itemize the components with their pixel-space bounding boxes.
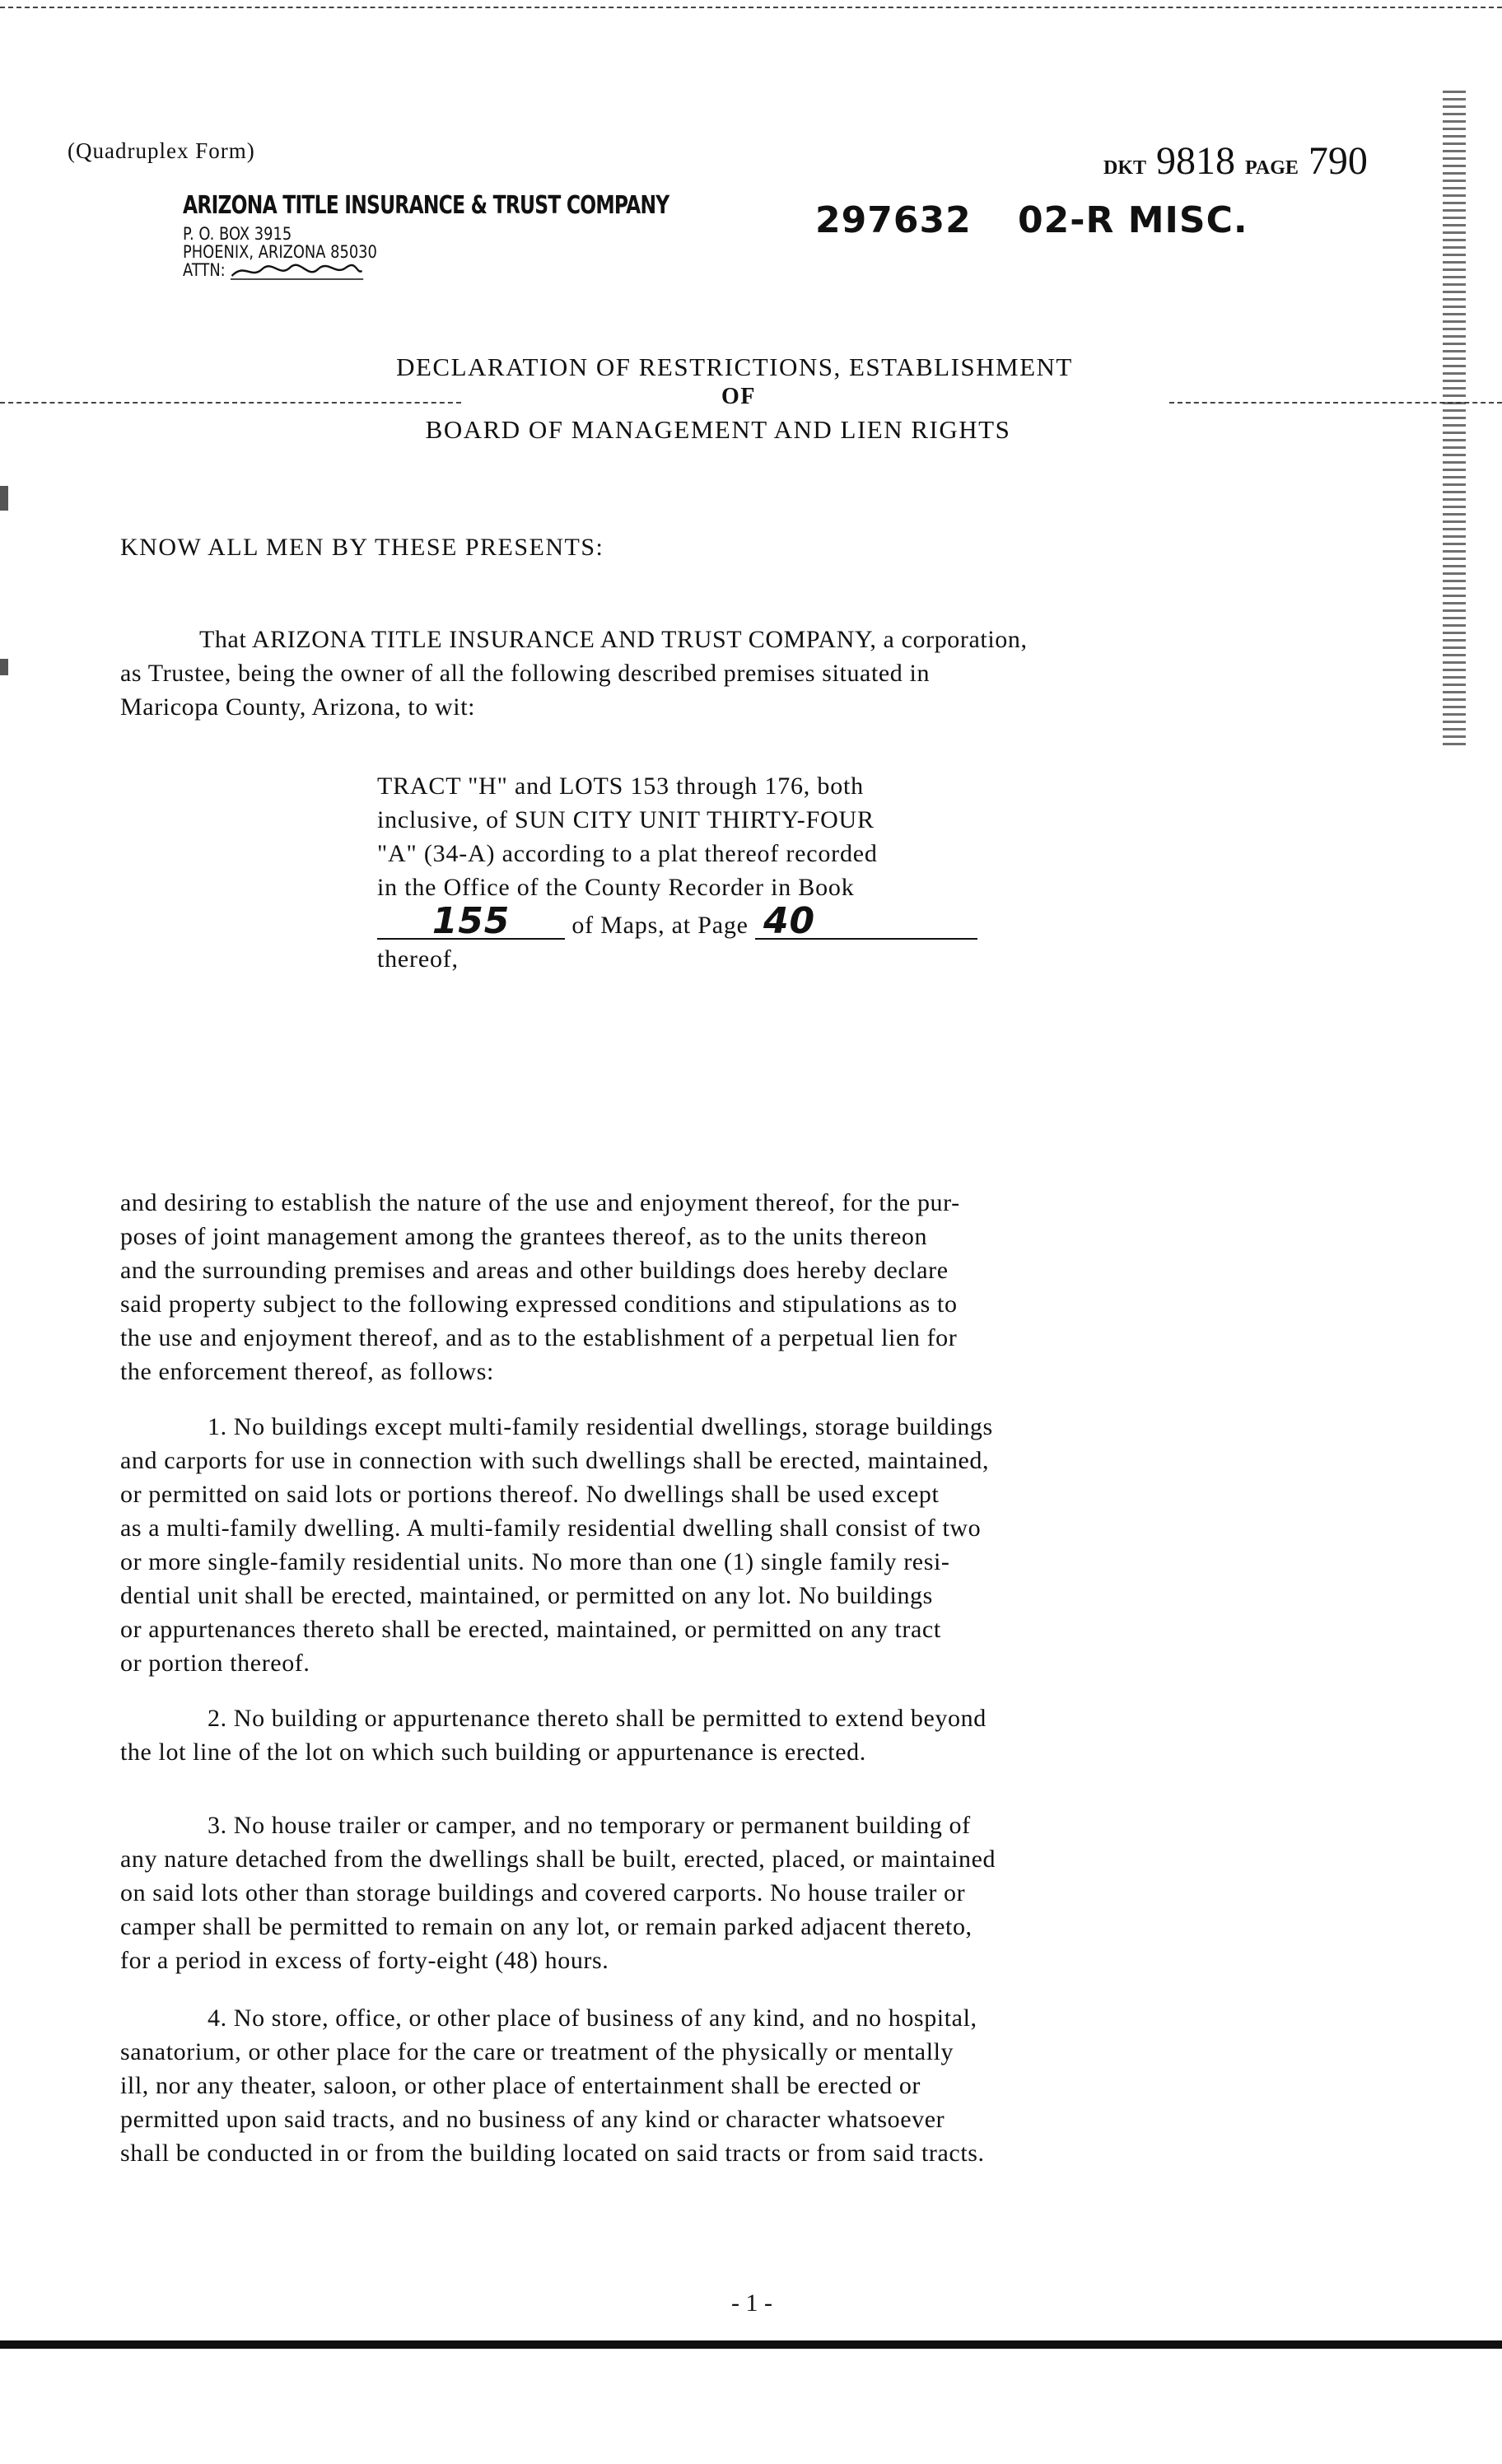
document-title-line2: OF: [721, 384, 756, 409]
clause-3: [120, 1808, 1380, 1977]
tract-book-line: [377, 900, 1118, 942]
record-type: 02-R MISC.: [1018, 199, 1248, 241]
city-line: PHOENIX, ARIZONA 85030: [183, 242, 377, 262]
signature: [230, 261, 363, 281]
clause-2: [120, 1701, 1380, 1769]
intro-line: Maricopa County, Arizona, to wit:: [120, 693, 476, 721]
clause-line: permitted upon said tracts, and no business of any kind or character whatsoever: [120, 2106, 945, 2133]
purpose-line: the use and enjoyment thereof, and as to the establishment of a perpetual lien for: [120, 1324, 958, 1351]
tract-line: inclusive, of SUN CITY UNIT THIRTY-FOUR: [377, 806, 875, 833]
clause-line: 1. No buildings except multi-family residential dwellings, storage buildings: [208, 1413, 993, 1440]
purpose-line: and desiring to establish the nature of the use and enjoyment thereof, for the pur-: [120, 1189, 960, 1216]
recording-stamp: [815, 199, 1248, 241]
dkt-number: 9818: [1156, 139, 1236, 183]
po-box: P. O. BOX 3915: [183, 224, 292, 244]
book-number: 155: [377, 904, 565, 940]
tract-line: in the Office of the County Recorder in Book: [377, 874, 855, 901]
document-title-line3: BOARD OF MANAGEMENT AND LIEN RIGHTS: [425, 415, 1011, 444]
company-name: ARIZONA TITLE INSURANCE & TRUST COMPANY: [183, 191, 669, 220]
attn-line: [183, 261, 712, 281]
dkt-page-number: 790: [1308, 139, 1368, 183]
tract-line: TRACT "H" and LOTS 153 through 176, both: [377, 772, 864, 800]
clause-line: on said lots other than storage buildings and covered carports. No house trailer or: [120, 1879, 966, 1906]
clause-line: sanatorium, or other place for the care or treatment of the physically or mentally: [120, 2038, 954, 2065]
tract-description: [377, 769, 1118, 976]
clause-4: [120, 2001, 1380, 2170]
clause-line: 2. No building or appurtenance thereto shall be permitted to extend beyond: [208, 1705, 987, 1732]
tract-line: "A" (34-A) according to a plat thereof recorded: [377, 840, 878, 867]
clause-line: or portion thereof.: [120, 1650, 310, 1677]
clause-line: any nature detached from the dwellings shall be built, erected, placed, or maintained: [120, 1846, 996, 1873]
maps-text: of Maps, at Page: [571, 912, 749, 939]
clause-line: 4. No store, office, or other place of business of any kind, and no hospital,: [208, 2004, 977, 2032]
attn-label: ATTN:: [183, 260, 226, 280]
purpose-paragraph: [120, 1186, 1380, 1388]
clause-line: or more single-family residential units. No more than one (1) single family resi-: [120, 1548, 950, 1575]
clause-line: as a multi-family dwelling. A multi-family residential dwelling shall consist of two: [120, 1514, 982, 1542]
scan-edge-mark: [0, 486, 8, 511]
clause-line: and carports for use in connection with such dwellings shall be erected, maintained,: [120, 1447, 990, 1474]
record-number: 297632: [815, 199, 972, 241]
clause-line: 3. No house trailer or camper, and no temporary or permanent building of: [208, 1812, 971, 1839]
page-number-handwritten: 40: [755, 904, 977, 940]
clause-line: or permitted on said lots or portions thereof. No dwellings shall be used except: [120, 1481, 940, 1508]
purpose-line: and the surrounding premises and areas and other buildings does hereby declare: [120, 1257, 949, 1284]
page-number: - 1 -: [731, 2289, 772, 2317]
clause-line: shall be conducted in or from the building located on said tracts or from said tracts.: [120, 2140, 985, 2167]
dkt-label: DKT: [1103, 157, 1147, 179]
intro-paragraph: [120, 623, 1380, 724]
clause-line: the lot line of the lot on which such building or appurtenance is erected.: [120, 1738, 866, 1766]
bottom-border: [0, 2340, 1502, 2349]
purpose-line: poses of joint management among the grantees thereof, as to the units thereon: [120, 1223, 928, 1250]
form-label: (Quadruplex Form): [68, 138, 255, 163]
top-border: [0, 7, 1502, 8]
document-title-line1: DECLARATION OF RESTRICTIONS, ESTABLISHMENT: [396, 352, 1073, 381]
clause-line: dential unit shall be erected, maintained, or permitted on any lot. No buildings: [120, 1582, 933, 1609]
page-label: PAGE: [1245, 157, 1299, 179]
clause-1: [120, 1410, 1380, 1680]
intro-line: That ARIZONA TITLE INSURANCE AND TRUST COMPANY, a corporation,: [199, 626, 1028, 653]
tract-thereof: thereof,: [377, 945, 459, 973]
clause-line: for a period in excess of forty-eight (48) hours.: [120, 1947, 609, 1974]
purpose-line: said property subject to the following expressed conditions and stipulations as to: [120, 1290, 958, 1318]
return-address-stamp: [183, 191, 806, 281]
scan-edge-mark: [0, 659, 8, 675]
purpose-line: the enforcement thereof, as follows:: [120, 1358, 494, 1385]
clause-line: ill, nor any theater, saloon, or other place of entertainment shall be erected or: [120, 2072, 921, 2099]
intro-line: as Trustee, being the owner of all the following described premises situated in: [120, 660, 931, 687]
know-all-men: KNOW ALL MEN BY THESE PRESENTS:: [120, 534, 604, 561]
clause-line: or appurtenances thereto shall be erected, maintained, or permitted on any tract: [120, 1616, 941, 1643]
clause-line: camper shall be permitted to remain on any lot, or remain parked adjacent thereto,: [120, 1913, 973, 1940]
docket-stamp: [1103, 138, 1368, 184]
